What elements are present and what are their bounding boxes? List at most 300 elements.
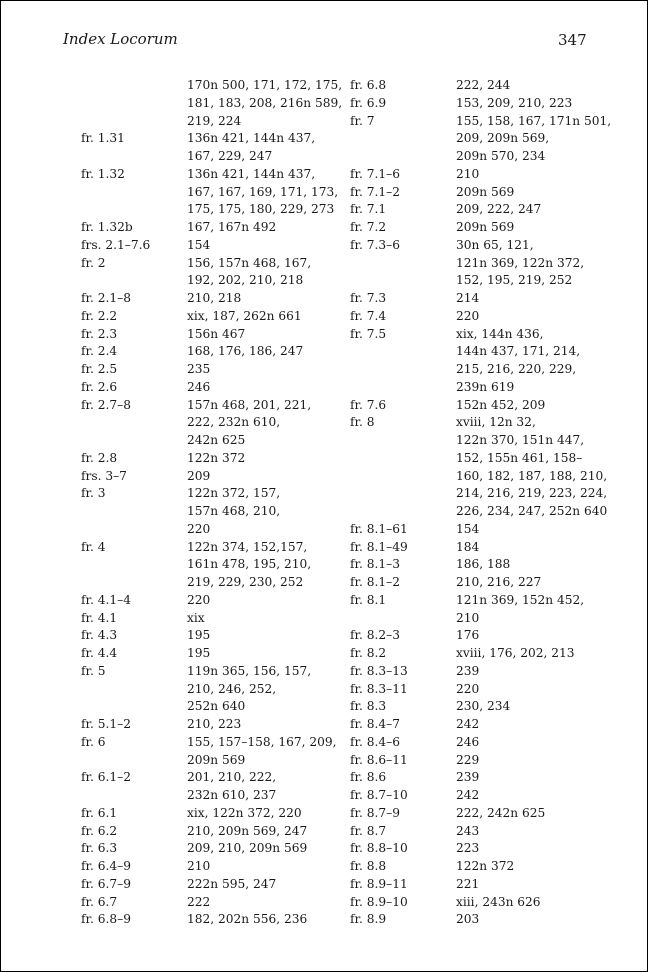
reference-line: 121n 369, 152n 452, [456, 592, 585, 607]
index-references [187, 308, 302, 326]
index-entry [350, 326, 611, 397]
reference-line: 230, 234 [456, 699, 511, 714]
reference-line: 136n 421, 144n 437, [187, 131, 316, 146]
index-entry [350, 716, 611, 734]
index-references [456, 237, 584, 290]
index-entry [350, 592, 611, 628]
index-entry [350, 681, 611, 699]
reference-line: xiii, 243n 626 [456, 894, 541, 909]
reference-line: 122n 372 [187, 450, 246, 465]
reference-line: 209n 569 [456, 220, 515, 234]
index-references [187, 911, 307, 929]
index-references [456, 681, 479, 699]
reference-line: 153, 209, 210, 223 [456, 95, 573, 110]
index-entry [350, 556, 611, 574]
index-entry [350, 805, 611, 823]
index-references [187, 876, 276, 894]
index-entry [81, 539, 342, 592]
index-entry [81, 840, 342, 858]
reference-line: 119n 365, 156, 157, [187, 663, 312, 678]
index-locus: fr. 6.8 [350, 78, 387, 92]
index-locus: fr. 8.7 [350, 823, 387, 838]
index-locus: fr. 8.9–10 [350, 894, 408, 909]
reference-line: 239 [456, 770, 480, 785]
index-locus: fr. 7.1–2 [350, 184, 400, 199]
reference-line: xix [187, 610, 205, 625]
reference-line: 210 [187, 859, 211, 873]
reference-line: 181, 183, 208, 216n 589, [187, 95, 343, 110]
index-references [187, 894, 210, 912]
index-locus: fr. 8.3 [350, 699, 387, 714]
reference-line: 122n 370, 151n 447, [456, 433, 585, 447]
reference-line: 195 [187, 628, 211, 643]
index-references [187, 77, 342, 130]
index-entry [81, 379, 342, 397]
reference-line: xix, 187, 262n 661 [187, 308, 302, 323]
index-entry [350, 184, 611, 202]
reference-line: 175, 175, 180, 229, 273 [187, 202, 335, 217]
reference-line: 229 [456, 752, 480, 767]
reference-line: 209, 209n 569, [456, 131, 550, 146]
index-locus: fr. 8.9 [350, 912, 387, 927]
index-entry [350, 113, 611, 166]
reference-line: 219, 229, 230, 252 [187, 575, 304, 589]
index-locus: fr. 6.7 [81, 894, 118, 909]
index-references [187, 219, 276, 237]
index-locus: fr. 4.1 [81, 610, 118, 625]
index-locus: fr. 4.3 [81, 628, 118, 643]
index-locus: fr. 2.4 [81, 344, 118, 359]
index-entry [350, 911, 611, 929]
index-references [456, 894, 541, 912]
page-number: 347 [558, 31, 587, 49]
index-entry [81, 610, 342, 628]
index-entry [81, 592, 342, 610]
index-entry [81, 343, 342, 361]
index-locus: fr. 8.8 [350, 859, 387, 873]
reference-line: 242 [456, 788, 480, 802]
index-locus: frs. 2.1–7.6 [81, 237, 151, 252]
index-references [456, 113, 611, 166]
index-entry [81, 876, 342, 894]
index-locus: fr. 6.1–2 [81, 770, 131, 785]
index-references [187, 361, 210, 379]
reference-line: 152, 155n 461, 158– [456, 450, 583, 465]
reference-line: 161n 478, 195, 210, [187, 557, 312, 572]
index-entry [350, 752, 611, 770]
index-references [187, 326, 245, 344]
running-head: Index Locorum [63, 30, 178, 48]
index-entry [81, 627, 342, 645]
reference-line: xix, 144n 436, [456, 326, 544, 341]
index-references [187, 166, 338, 219]
reference-line: 242n 625 [187, 433, 246, 447]
index-references [456, 805, 545, 823]
index-entry [81, 911, 342, 929]
index-locus: fr. 8.2–3 [350, 628, 400, 643]
index-references [456, 219, 514, 237]
reference-line: 195 [187, 646, 211, 660]
index-entry [81, 645, 342, 663]
index-entry [350, 734, 611, 752]
index-references [456, 539, 479, 557]
reference-line: 203 [456, 912, 480, 927]
index-locus: fr. 2.2 [81, 308, 118, 323]
index-references [456, 166, 479, 184]
index-locus: fr. 2.5 [81, 362, 118, 376]
index-locus: fr. 8.9–11 [350, 876, 408, 891]
index-column-left [81, 77, 342, 929]
reference-line: 220 [456, 681, 480, 696]
index-entry [81, 290, 342, 308]
index-references [456, 645, 574, 663]
index-references [456, 716, 479, 734]
reference-line: 157n 468, 210, [187, 504, 281, 518]
index-references [456, 95, 572, 113]
index-entry [350, 290, 611, 308]
index-entry [81, 485, 342, 538]
index-locus: fr. 4 [81, 539, 106, 554]
index-entry [350, 698, 611, 716]
reference-line: 246 [187, 379, 211, 394]
index-column-right [350, 77, 611, 929]
index-entry [350, 237, 611, 290]
index-references [187, 716, 241, 734]
reference-line: 154 [456, 521, 480, 536]
index-locus: fr. 7.3–6 [350, 237, 400, 252]
index-locus: fr. 7 [350, 113, 375, 128]
reference-line: 154 [187, 237, 211, 252]
index-references [187, 468, 210, 486]
index-locus: fr. 8 [350, 415, 375, 430]
reference-line: 222n 595, 247 [187, 876, 277, 891]
index-locus [81, 77, 187, 130]
index-entry [81, 805, 342, 823]
reference-line: 136n 421, 144n 437, [187, 166, 316, 181]
index-locus: fr. 8.8–10 [350, 841, 408, 856]
index-locus: fr. 6.1 [81, 805, 118, 820]
index-locus: fr. 8.6 [350, 770, 387, 785]
index-locus: fr. 6.7–9 [81, 876, 131, 891]
index-locus: fr. 6.2 [81, 823, 118, 838]
index-references [187, 237, 210, 255]
reference-line: 222, 244 [456, 78, 511, 92]
index-references [456, 734, 479, 752]
index-entry [350, 308, 611, 326]
index-locus: fr. 1.31 [81, 131, 125, 146]
index-entry [81, 716, 342, 734]
index-references [456, 876, 479, 894]
reference-line: 168, 176, 186, 247 [187, 344, 304, 359]
reference-line: 210, 246, 252, [187, 681, 277, 696]
index-locus: fr. 8.6–11 [350, 752, 408, 767]
reference-line: 186, 188 [456, 557, 511, 572]
index-locus: fr. 6.9 [350, 95, 387, 110]
index-entry [350, 858, 611, 876]
index-locus: fr. 7.3 [350, 291, 387, 305]
index-locus: fr. 8.4–7 [350, 717, 400, 731]
reference-line: 235 [187, 362, 211, 376]
index-references [187, 663, 311, 716]
index-locus: fr. 2.6 [81, 379, 118, 394]
reference-line: 156n 467 [187, 326, 246, 341]
index-entry [81, 468, 342, 486]
index-locus: fr. 8.2 [350, 646, 387, 660]
reference-line: 223 [456, 841, 480, 856]
index-entry [350, 769, 611, 787]
index-entry [81, 166, 342, 219]
reference-line: 222, 242n 625 [456, 805, 546, 820]
reference-line: 121n 369, 122n 372, [456, 255, 585, 270]
reference-line: 246 [456, 734, 480, 749]
index-entry [350, 539, 611, 557]
index-locus: fr. 7.1–6 [350, 166, 400, 181]
index-entry [81, 326, 342, 344]
reference-line: 210, 209n 569, 247 [187, 823, 308, 838]
index-references [187, 379, 210, 397]
index-entry [350, 397, 611, 415]
index-references [456, 184, 514, 202]
index-references [456, 521, 479, 539]
index-entry [81, 450, 342, 468]
index-entry [81, 823, 342, 841]
index-entry [81, 734, 342, 770]
index-locus: fr. 6.8–9 [81, 912, 131, 927]
index-entry [350, 787, 611, 805]
reference-line: 170n 500, 171, 172, 175, [187, 78, 343, 92]
index-locus: fr. 8.4–6 [350, 734, 400, 749]
index-entry [350, 876, 611, 894]
index-entry [350, 627, 611, 645]
index-references [456, 769, 479, 787]
reference-line: 221 [456, 876, 480, 891]
index-references [187, 130, 315, 166]
reference-line: 152, 195, 219, 252 [456, 273, 573, 288]
reference-line: 182, 202n 556, 236 [187, 912, 308, 927]
index-entry [81, 130, 342, 166]
reference-line: 210, 223 [187, 717, 242, 731]
reference-line: 222, 232n 610, [187, 415, 281, 430]
index-locus: fr. 4.1–4 [81, 592, 131, 607]
index-locus: fr. 2 [81, 255, 106, 270]
reference-line: 167, 167n 492 [187, 220, 277, 234]
index-references [456, 840, 479, 858]
reference-line: 220 [456, 308, 480, 323]
index-references [187, 592, 210, 610]
index-references [187, 858, 210, 876]
index-locus: fr. 7.2 [350, 220, 387, 234]
reference-line: 209, 222, 247 [456, 202, 542, 217]
index-locus: fr. 7.4 [350, 308, 387, 323]
index-entry [350, 414, 611, 521]
index-entry [81, 255, 342, 291]
index-entry [350, 823, 611, 841]
index-references [456, 290, 479, 308]
index-locus: fr. 6.4–9 [81, 859, 131, 873]
reference-line: 210, 218 [187, 291, 242, 305]
index-references [187, 840, 307, 858]
reference-line: 214 [456, 291, 480, 305]
index-entry [81, 858, 342, 876]
index-references [187, 450, 245, 468]
index-references [456, 556, 510, 574]
reference-line: 222 [187, 894, 211, 909]
index-references [456, 787, 479, 805]
reference-line: 30n 65, 121, [456, 237, 534, 252]
index-entry [350, 894, 611, 912]
index-references [456, 397, 545, 415]
index-references [456, 414, 607, 521]
reference-line: 232n 610, 237 [187, 788, 277, 802]
reference-line: 214, 216, 219, 223, 224, [456, 486, 608, 501]
index-locus: fr. 5.1–2 [81, 717, 131, 731]
index-locus: fr. 7.1 [350, 202, 387, 217]
index-entry [350, 201, 611, 219]
index-references [187, 805, 302, 823]
reference-line: 220 [187, 521, 211, 536]
reference-line: 242 [456, 717, 480, 731]
index-references [456, 326, 580, 397]
index-entry [81, 894, 342, 912]
reference-line: 209n 569 [187, 752, 246, 767]
index-entry [350, 663, 611, 681]
index-locus: fr. 4.4 [81, 646, 118, 660]
reference-line: xix, 122n 372, 220 [187, 805, 302, 820]
index-entry [81, 769, 342, 805]
index-entry [350, 521, 611, 539]
index-references [456, 77, 510, 95]
index-references [187, 823, 307, 841]
reference-line: 210, 216, 227 [456, 575, 542, 589]
index-locus: fr. 6.3 [81, 841, 118, 856]
reference-line: 156, 157n 468, 167, [187, 255, 312, 270]
reference-line: 209, 210, 209n 569 [187, 841, 308, 856]
index-locus: fr. 8.1 [350, 592, 387, 607]
index-references [456, 698, 510, 716]
index-references [187, 627, 210, 645]
index-entry [350, 77, 611, 95]
index-locus: fr. 2.3 [81, 326, 118, 341]
reference-line: 219, 224 [187, 113, 242, 128]
index-references [456, 201, 541, 219]
reference-line: 184 [456, 539, 480, 554]
reference-line: 122n 374, 152,157, [187, 539, 308, 554]
index-locus: fr. 6 [81, 734, 106, 749]
index-entry [350, 219, 611, 237]
index-locus: fr. 2.1–8 [81, 291, 131, 305]
reference-line: 239n 619 [456, 379, 515, 394]
reference-line: 201, 210, 222, [187, 770, 277, 785]
index-references [456, 627, 479, 645]
index-entry [350, 840, 611, 858]
index-locus: fr. 8.1–3 [350, 557, 400, 572]
reference-line: 226, 234, 247, 252n 640 [456, 504, 608, 518]
reference-line: 167, 229, 247 [187, 149, 273, 163]
index-references [187, 539, 311, 592]
index-references [456, 663, 479, 681]
index-locus: fr. 8.3–13 [350, 663, 408, 678]
index-references [456, 858, 514, 876]
index-entry [350, 574, 611, 592]
index-entry [350, 166, 611, 184]
index-locus: fr. 1.32b [81, 220, 133, 234]
index-locus: fr. 7.5 [350, 326, 387, 341]
index-locus: fr. 8.3–11 [350, 681, 408, 696]
index-locus: fr. 8.1–49 [350, 539, 408, 554]
index-references [456, 911, 479, 929]
index-locus: fr. 8.7–10 [350, 788, 408, 802]
index-locus: fr. 2.7–8 [81, 397, 131, 412]
index-entry [81, 308, 342, 326]
index-references [187, 769, 276, 805]
index-references [456, 752, 479, 770]
index-references [187, 343, 303, 361]
index-references [187, 485, 280, 538]
index-references [187, 734, 337, 770]
reference-line: 176 [456, 628, 480, 643]
index-locus: frs. 3–7 [81, 468, 127, 483]
index-entry [81, 361, 342, 379]
reference-line: 209n 569 [456, 184, 515, 199]
reference-line: 209n 570, 234 [456, 149, 546, 163]
reference-line: 239 [456, 663, 480, 678]
index-locus: fr. 3 [81, 486, 106, 501]
reference-line: 215, 216, 220, 229, [456, 362, 577, 376]
index-locus: fr. 8.1–61 [350, 521, 408, 536]
reference-line: xviii, 12n 32, [456, 415, 536, 430]
reference-line: 155, 158, 167, 171n 501, [456, 113, 612, 128]
reference-line: 210 [456, 166, 480, 181]
index-locus: fr. 1.32 [81, 166, 125, 181]
index-locus: fr. 7.6 [350, 397, 387, 412]
index-references [187, 290, 241, 308]
reference-line: 160, 182, 187, 188, 210, [456, 468, 608, 483]
reference-line: 122n 372, 157, [187, 486, 281, 501]
index-entry [81, 237, 342, 255]
reference-line: 152n 452, 209 [456, 397, 546, 412]
index-entry [81, 397, 342, 450]
index-entry [81, 219, 342, 237]
index-entry [350, 95, 611, 113]
index-references [187, 397, 311, 450]
reference-line: 220 [187, 592, 211, 607]
index-entry [350, 645, 611, 663]
reference-line: 122n 372 [456, 859, 515, 873]
index-references [456, 592, 584, 628]
index-locus: fr. 5 [81, 663, 106, 678]
reference-line: 192, 202, 210, 218 [187, 273, 304, 288]
index-locus: fr. 8.1–2 [350, 575, 400, 589]
reference-line: 155, 157–158, 167, 209, [187, 734, 337, 749]
reference-line: 252n 640 [187, 699, 246, 714]
reference-line: xviii, 176, 202, 213 [456, 646, 575, 660]
index-entry [81, 663, 342, 716]
index-entry [81, 77, 342, 130]
reference-line: 157n 468, 201, 221, [187, 397, 312, 412]
index-locus: fr. 8.7–9 [350, 805, 400, 820]
index-references [456, 823, 479, 841]
reference-line: 243 [456, 823, 480, 838]
index-locus: fr. 2.8 [81, 450, 118, 465]
reference-line: 209 [187, 468, 211, 483]
index-references [456, 308, 479, 326]
index-references [456, 574, 541, 592]
index-references [187, 610, 205, 628]
reference-line: 210 [456, 610, 480, 625]
reference-line: 167, 167, 169, 171, 173, [187, 184, 339, 199]
index-references [187, 255, 311, 291]
reference-line: 144n 437, 171, 214, [456, 344, 581, 359]
